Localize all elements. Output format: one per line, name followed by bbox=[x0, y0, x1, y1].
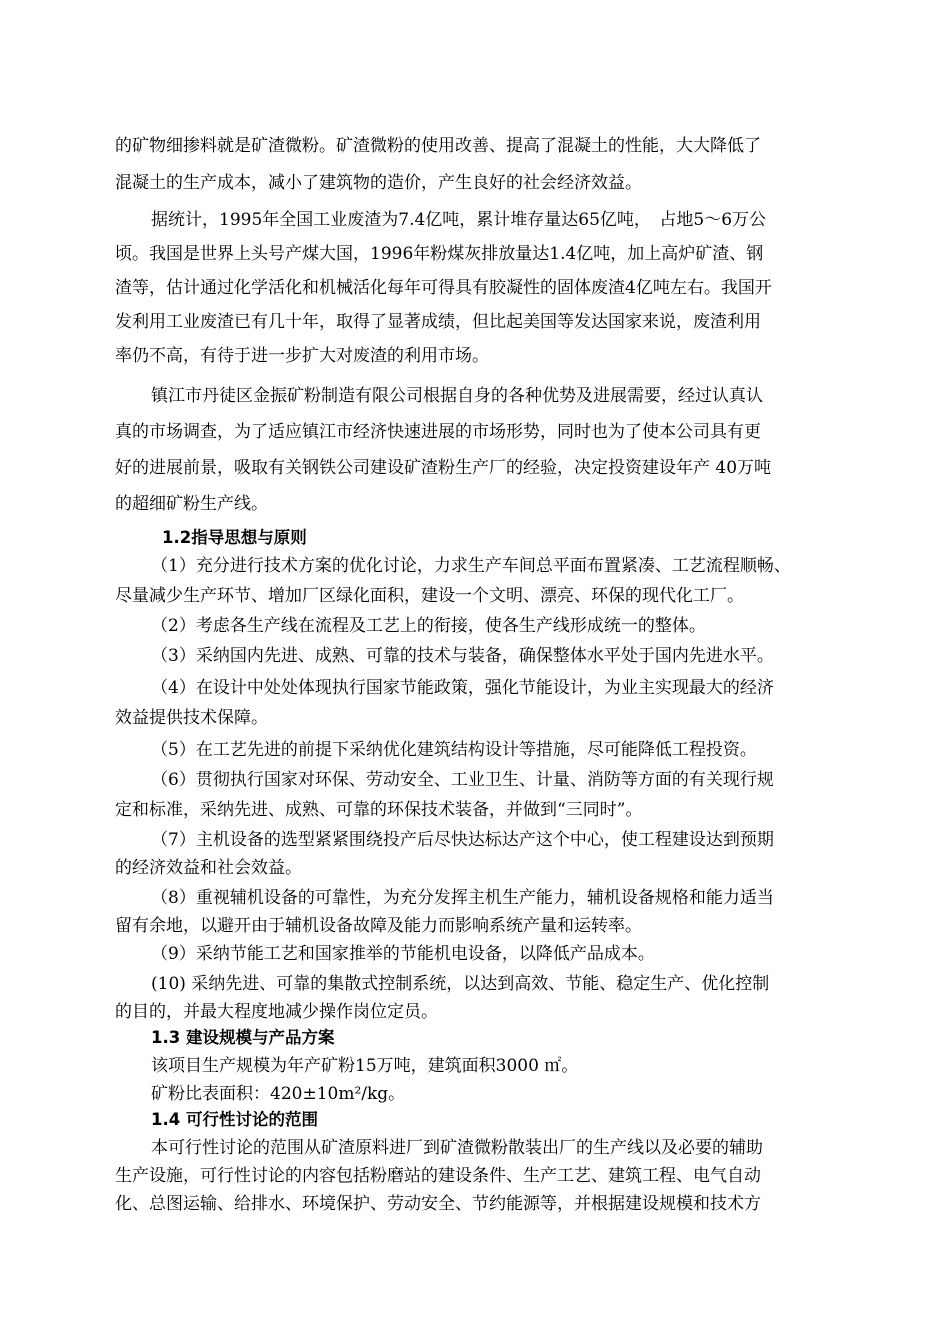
text-line: 的经济效益和社会效益。 bbox=[115, 858, 302, 878]
text-line: 化、总图运输、给排水、环境保护、劳动安全、节约能源等，并根据建设规模和技术方 bbox=[115, 1194, 761, 1214]
text-line: 真的市场调查，为了适应镇江市经济快速进展的市场形势，同时也为了使本公司具有更 bbox=[115, 422, 761, 442]
text-line: （7）主机设备的选型紧紧围绕投产后尽快达标达产这个中心，使工程建设达到预期 bbox=[151, 830, 774, 850]
section-heading: 1.2指导思想与原则 bbox=[162, 528, 307, 547]
text-line: 效益提供技术保障。 bbox=[115, 708, 268, 728]
text-line: 混凝土的生产成本，减小了建筑物的造价，产生良好的社会经济效益。 bbox=[115, 173, 642, 193]
text-line: 渣等，估计通过化学活化和机械活化每年可得具有胶凝性的固体废渣4亿吨左右。我国开 bbox=[115, 278, 772, 298]
text-line: 留有余地，以避开由于辅机设备故障及能力而影响系统产量和运转率。 bbox=[115, 916, 642, 936]
text-line: 率仍不高，有待于进一步扩大对废渣的利用市场。 bbox=[115, 346, 489, 366]
text-line: 镇江市丹徒区金振矿粉制造有限公司根据自身的各种优势及进展需要，经过认真认 bbox=[151, 386, 763, 406]
text-line: （8）重视辅机设备的可靠性，为充分发挥主机生产能力，辅机设备规格和能力适当 bbox=[151, 888, 774, 908]
text-line: 矿粉比表面积：420±10m²/kg。 bbox=[151, 1084, 406, 1104]
text-line: （1）充分进行技术方案的优化讨论，力求生产车间总平面布置紧凑、工艺流程顺畅、 bbox=[151, 556, 791, 576]
text-line: 定和标准，采纳先进、成熟、可靠的环保技术装备，并做到“三同时”。 bbox=[115, 800, 643, 820]
text-line: 的矿物细掺料就是矿渣微粉。矿渣微粉的使用改善、提高了混凝土的性能，大大降低了 bbox=[115, 136, 761, 156]
text-line: 的目的，并最大程度地减少操作岗位定员。 bbox=[115, 1002, 438, 1022]
text-line: 生产设施，可行性讨论的内容包括粉磨站的建设条件、生产工艺、建筑工程、电气自动 bbox=[115, 1166, 761, 1186]
text-line: （4）在设计中处处体现执行国家节能政策，强化节能设计，为业主实现最大的经济 bbox=[151, 678, 774, 698]
text-line: (10) 采纳先进、可靠的集散式控制系统，以达到高效、节能、稳定生产、优化控制 bbox=[151, 974, 770, 994]
text-line: （6）贯彻执行国家对环保、劳动安全、工业卫生、计量、消防等方面的有关现行规 bbox=[151, 770, 774, 790]
text-line: 本可行性讨论的范围从矿渣原料进厂到矿渣微粉散装出厂的生产线以及必要的辅助 bbox=[151, 1138, 763, 1158]
section-heading: 1.3 建设规模与产品方案 bbox=[151, 1028, 335, 1047]
text-line: （3）采纳国内先进、成熟、可靠的技术与装备，确保整体水平处于国内先进水平。 bbox=[151, 646, 774, 666]
section-heading: 1.4 可行性讨论的范围 bbox=[151, 1110, 318, 1129]
text-line: 尽量减少生产环节、增加厂区绿化面积，建设一个文明、漂亮、环保的现代化工厂。 bbox=[115, 586, 744, 606]
text-line: （2）考虑各生产线在流程及工艺上的衔接，使各生产线形成统一的整体。 bbox=[151, 616, 706, 636]
text-line: 的超细矿粉生产线。 bbox=[115, 494, 268, 514]
text-line: （9）采纳节能工艺和国家推举的节能机电设备，以降低产品成本。 bbox=[151, 944, 655, 964]
text-line: 该项目生产规模为年产矿粉15万吨，建筑面积3000 ㎡。 bbox=[151, 1056, 579, 1076]
text-line: 顷。我国是世界上头号产煤大国，1996年粉煤灰排放量达1.4亿吨，加上高炉矿渣、钢 bbox=[115, 244, 764, 264]
text-line: 发利用工业废渣已有几十年，取得了显著成绩，但比起美国等发达国家来说，废渣利用 bbox=[115, 312, 761, 332]
text-line: 好的进展前景，吸取有关钢铁公司建设矿渣粉生产厂的经验，决定投资建设年产 40万吨 bbox=[115, 458, 772, 478]
text-line: 据统计，1995年全国工业废渣为7.4亿吨，累计堆存量达65亿吨， 占地5～6万公 bbox=[151, 210, 767, 230]
text-line: （5）在工艺先进的前提下采纳优化建筑结构设计等措施，尽可能降低工程投资。 bbox=[151, 740, 757, 760]
